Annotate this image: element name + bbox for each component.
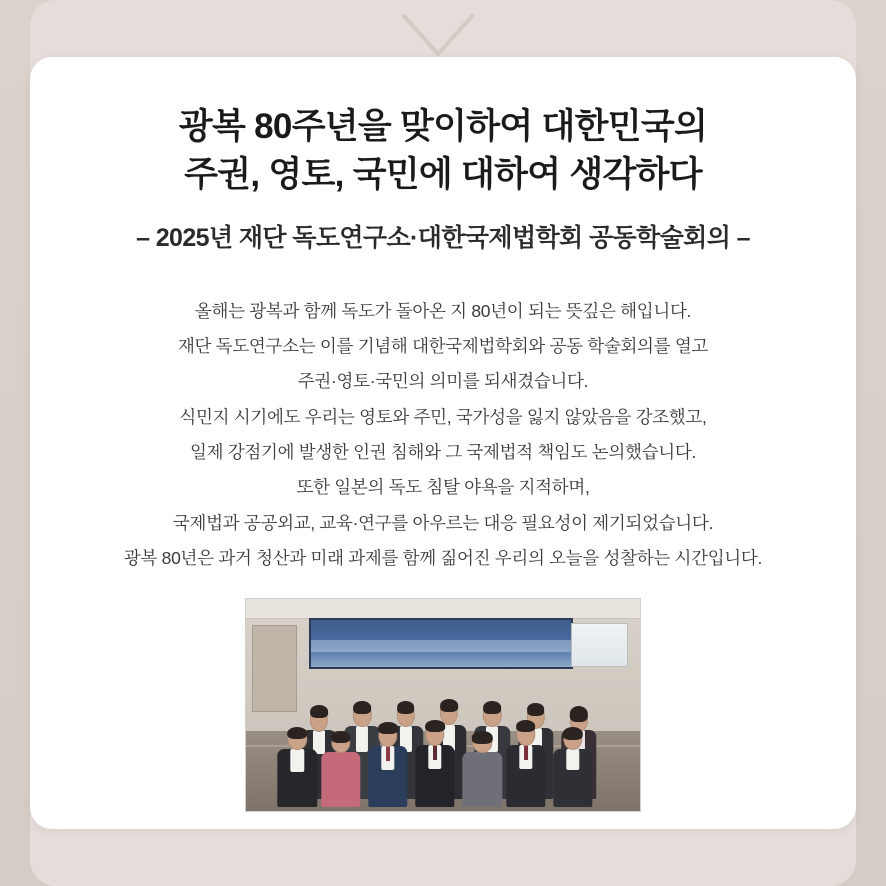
body-line-5: 일제 강점기에 발생한 인권 침해와 그 국제법적 책임도 논의했습니다. bbox=[190, 441, 696, 462]
photo-person bbox=[553, 727, 592, 808]
body-line-1: 올해는 광복과 함께 독도가 돌아온 지 80년이 되는 뜻깊은 해입니다. bbox=[194, 300, 692, 321]
headline-line-1: 광복 80주년을 맞이하여 대한민국의 bbox=[178, 107, 708, 146]
group-photo bbox=[245, 598, 641, 812]
page-title bbox=[58, 57, 828, 200]
photo-person bbox=[415, 720, 454, 807]
photo-person bbox=[278, 727, 317, 808]
photo-person bbox=[321, 731, 360, 807]
photo-person bbox=[463, 731, 502, 807]
photo-ceiling bbox=[246, 599, 640, 619]
group-photo-image bbox=[246, 599, 640, 811]
photo-door bbox=[252, 625, 297, 712]
page-subtitle: – 2025년 재단 독도연구소·대한국제법학회 공동학술회의 – bbox=[136, 223, 750, 252]
content-card bbox=[30, 57, 856, 829]
card-inner bbox=[30, 57, 856, 812]
body-line-6: 또한 일본의 독도 침탈 야욕을 지적하며, bbox=[296, 477, 590, 498]
photo-presentation-screen bbox=[309, 618, 573, 669]
body-text bbox=[58, 254, 828, 577]
body-line-8: 광복 80년은 과거 청산과 미래 과제를 함께 짊어진 우리의 오늘을 성찰하는 시간입니다. bbox=[123, 548, 763, 568]
headline-line-2: 주권, 영토, 국민에 대하여 생각하다 bbox=[184, 155, 702, 195]
photo-person bbox=[368, 722, 407, 807]
photo-window bbox=[571, 623, 628, 667]
panel-bottom-strip bbox=[30, 829, 856, 886]
body-line-2: 재단 독도연구소는 이를 기념해 대한국제법학회와 공동 학술회의를 열고 bbox=[177, 335, 709, 356]
photo-person bbox=[506, 720, 545, 807]
body-line-3: 주권·영토·국민의 의미를 되새겼습니다. bbox=[297, 371, 589, 392]
body-line-4: 식민지 시기에도 우리는 영토와 주민, 국가성을 잃지 않았음을 강조했고, bbox=[179, 406, 707, 427]
photo-screen-banner bbox=[311, 640, 571, 652]
body-line-7: 국제법과 공공외교, 교육·연구를 아우르는 대응 필요성이 제기되었습니다. bbox=[172, 512, 714, 533]
chevron-down-icon bbox=[398, 14, 478, 60]
